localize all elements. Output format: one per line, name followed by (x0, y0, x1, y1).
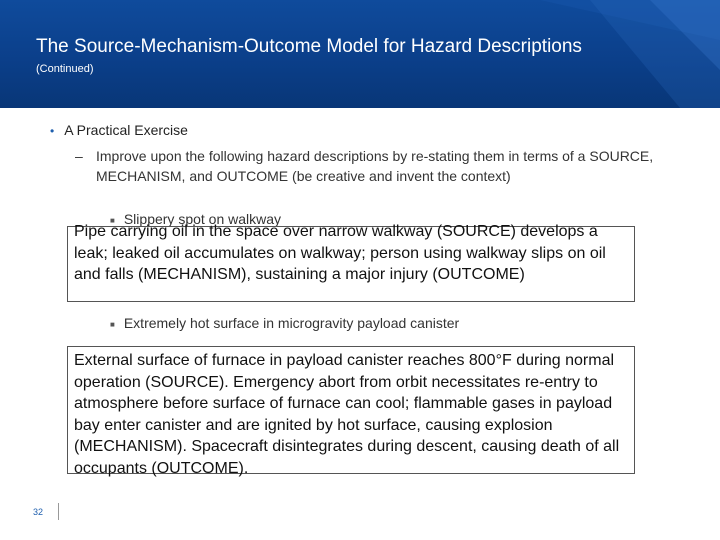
answer-box (67, 346, 635, 477)
answer-box (67, 223, 635, 302)
instruction-text: Improve upon the following hazard descriptions by re-stating them in terms of a SOURCE, MECHANISM, and OUTCOME (be creative and invent the context) (96, 148, 654, 184)
hazard-text: Extremely hot surface in microgravity payload canister (123, 315, 460, 331)
hazard-text: Slippery spot on walkway (123, 211, 282, 227)
square-bullet-icon: ■ (110, 215, 115, 225)
slide-subtitle: (Continued) (36, 63, 94, 75)
answer-text: External surface of furnace in payload canister reaches 800°F during normal operation (SOURCE). Emergency abort from orbit necessitates re-entry to atmosphere before surface of furnace can cool; flammable gases in payload bay enter canister and are ignited by hot surface, causing explosion (MECHANISM). Spacecraft disintegrates during descent, causing death of all occupants (OUTCOME). (74, 352, 620, 477)
main-bullet (50, 122, 188, 138)
bullet-dot: • (50, 124, 55, 138)
slide-title: The Source-Mechanism-Outcome Model for Hazard Descriptions (36, 36, 582, 57)
instruction (75, 146, 675, 186)
answer-text: Pipe carrying oil in the space over narrow walkway (SOURCE) develops a leak; leaked oil accumulates on walkway; person using walkway slips on oil and falls (MECHANISM), sustaining a major injury (OUTCOME) (74, 223, 606, 283)
main-bullet-text: A Practical Exercise (64, 122, 188, 138)
page-number: 32 (33, 507, 44, 517)
footer-divider (58, 503, 59, 520)
dash-marker: – (75, 148, 83, 164)
square-bullet-icon: ■ (110, 319, 115, 329)
slide-header (0, 0, 720, 108)
hazard-item (110, 315, 459, 331)
